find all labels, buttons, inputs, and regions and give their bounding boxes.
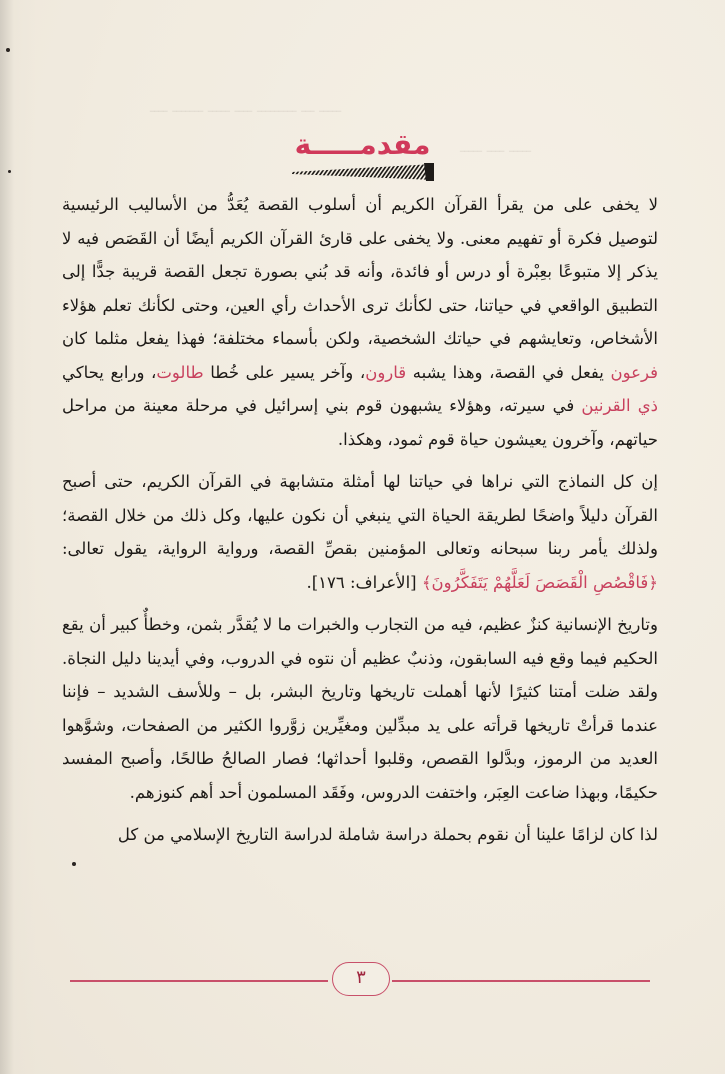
page-footer xyxy=(70,960,650,1000)
paragraph-text: إن كل النماذج التي نراها في حياتنا لها أمثلة متشابهة في القرآن الكريم، حتى أصبح القرآن دليلاً واضحًا لطريقة الحياة التي ينبغي أن نكون عليها، وكل ذلك من خلال القصة؛ ولذلك يأمر ربنا سبحانه وتعالى المؤمنين بقصِّ القصة، ورواية الرواية، يقول تعالى: xyxy=(62,472,658,558)
body-text xyxy=(62,188,658,861)
bleed-through-text: ـــــ ــــ ـــــ xyxy=(460,138,532,156)
highlighted-term: فرعون xyxy=(610,362,658,382)
highlighted-term: ﴿فَاقْصُصِ الْقَصَصَ لَعَلَّهُمْ يَتَفَكَّرُونَ﴾ xyxy=(421,572,658,592)
chapter-heading xyxy=(0,126,725,196)
paragraph-text: في سيرته، وهؤلاء يشبهون قوم بني إسرائيل في مرحلة معينة من مراحل حياتهم، وآخرون يعيشون حياة قوم ثمود، وهكذا. xyxy=(62,396,658,449)
bleed-through-text: ـــــ ـــ ـــــــــ ــــ ـــــ ـــــــ ــــ xyxy=(150,98,342,116)
footer-rule-left xyxy=(70,980,328,982)
page-title: مقدمـــــة xyxy=(294,128,431,161)
paragraph-text: [الأعراف: ١٧٦]. xyxy=(306,572,422,592)
paragraph xyxy=(62,465,658,599)
highlighted-term: طالوت xyxy=(156,362,204,382)
footer-rule-right xyxy=(392,980,650,982)
paragraph-text: لذا كان لزامًا علينا أن نقوم بحملة دراسة شاملة لدراسة التاريخ الإسلامي من كل xyxy=(117,825,658,844)
paragraph xyxy=(62,188,658,456)
scan-speck xyxy=(8,170,11,173)
paragraph-text: لا يخفى على من يقرأ القرآن الكريم أن أسلوب القصة يُعَدُّ من الأساليب الرئيسية لتوصيل فكرة أو تفهيم معنى. ولا يخفى على قارئ القرآن الكريم أيضًا أن القَصَص فيه لا يذكر إلا متبوعًا بعِبْرة أو درس أو فائدة، وأنه قد بُني بصورة تجعل القصة قريبة جدًّا إلى التطبيق الواقعي في حياتنا، حتى لكأنك ترى الأحداث رأي العين، وحتى لكأنك تعلم هؤلاء الأشخاص، وتعايشهم في حياتك الشخصية، ولكن بأسماء مختلفة؛ فهذا يفعل مثلما كان xyxy=(62,195,658,348)
paragraph xyxy=(62,818,658,852)
scan-speck xyxy=(72,862,76,866)
title-ornament-hatch xyxy=(292,162,434,182)
paragraph xyxy=(62,608,658,809)
paragraph-text: ، ورابع يحاكي xyxy=(62,362,157,382)
paragraph-text: يفعل في القصة، وهذا يشبه xyxy=(406,362,611,382)
scan-speck xyxy=(6,48,10,52)
highlighted-term: قارون xyxy=(365,362,407,382)
highlighted-term: ذي القرنين xyxy=(581,396,658,415)
paragraph-text: وتاريخ الإنسانية كنزٌ عظيم، فيه من التجارب والخبرات ما لا يُقدَّر بثمن، وخطأٌ كبير أن يقع الحكيم فيما وقع فيه السابقون، وذنبٌ عظيم أن نتوه في الدروب، وفي أيدينا دليل النجاة. ولقد ضلت أمتنا كثيرًا لأنها أهملت تاريخها وتاريخ البشر، بل – وللأسف الشديد – فإننا عندما قرأتْ تاريخها قرأته على يد مبدِّلين ومغيِّرين زوَّروا الكثير من الصفحات، وشوَّهوا العديد من الرموز، وبدَّلوا القصص، وقلبوا أحداثها؛ فصار الصالحُ طالحًا، وأصبح المفسد حكيمًا، وبهذا ضاعت العِبَر، واختفت الدروس، وفَقَد المسلمون أحد أهم كنوزهم. xyxy=(62,615,658,802)
paragraph-text: ، وآخر يسير على خُطا xyxy=(203,362,366,382)
page-number: ٣ xyxy=(332,962,390,996)
